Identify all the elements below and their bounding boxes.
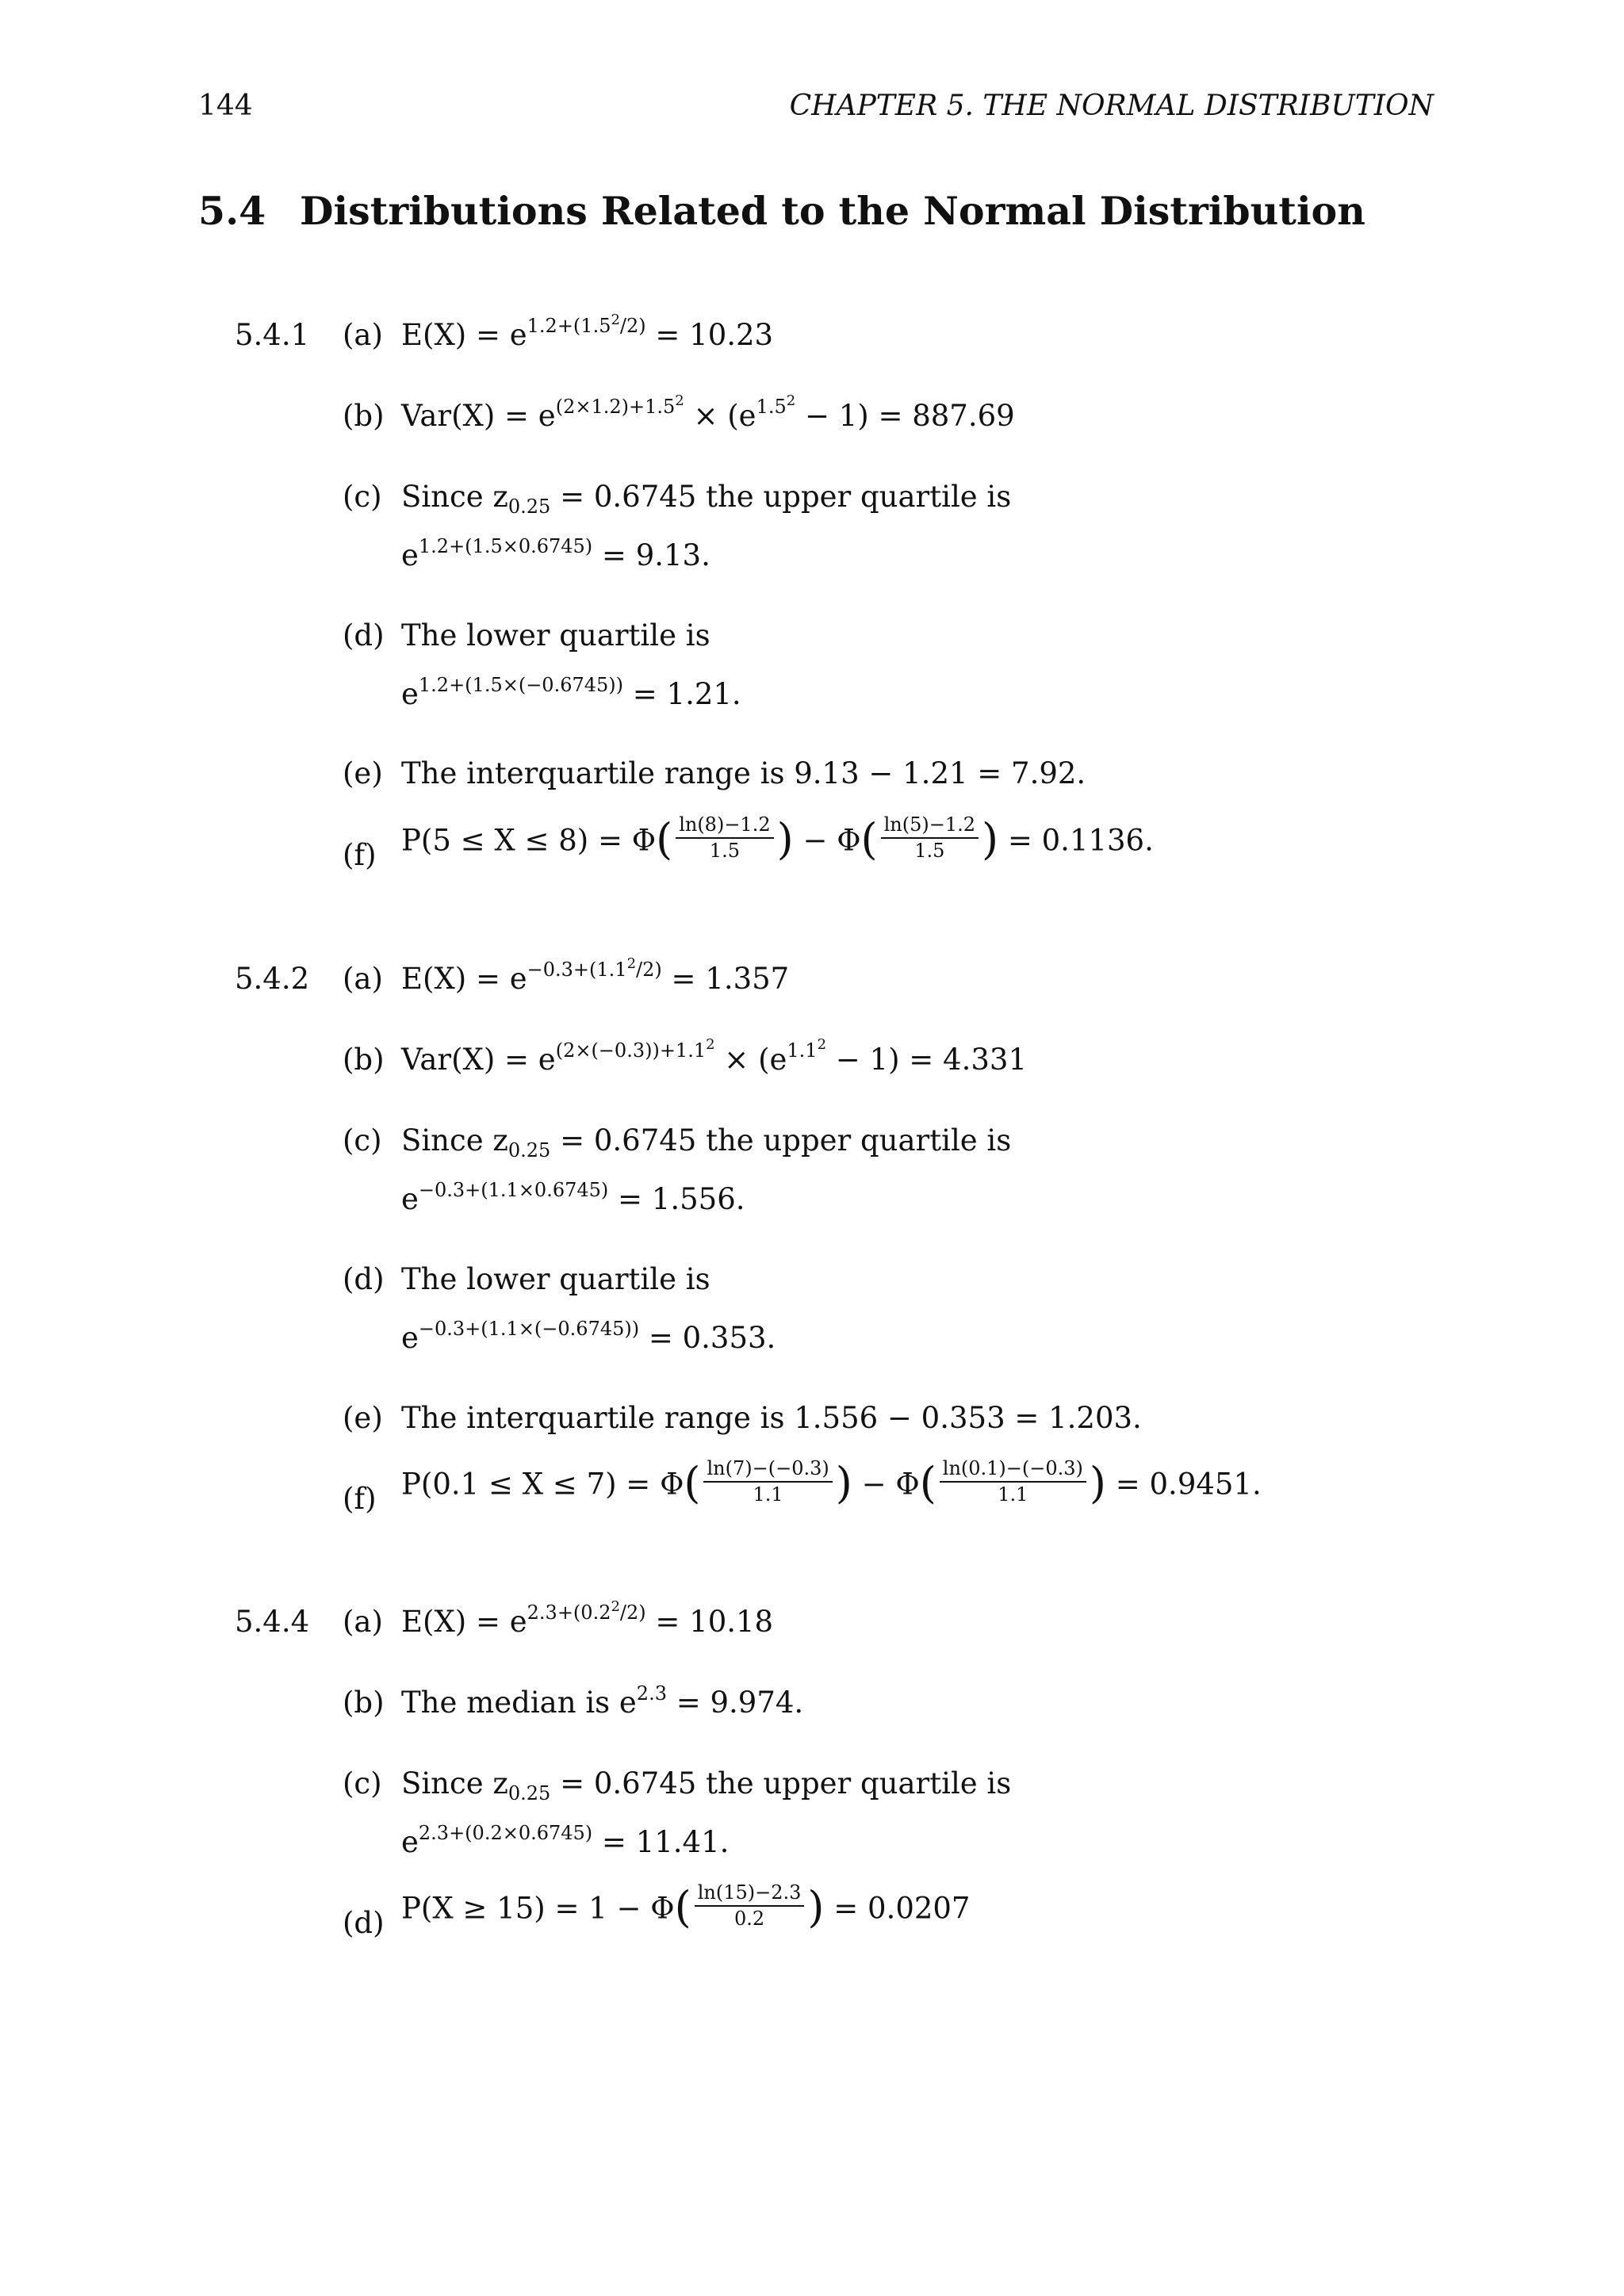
running-header: CHAPTER 5. THE NORMAL DISTRIBUTION (789, 90, 1434, 122)
part-label: (e) (343, 756, 383, 790)
part-expression: $e^{1.2+(1.5\times(-0.6745))} = 1.21$. (401, 674, 741, 711)
part-text: The interquartile range is 9.13 − 1.21 = 7.92. (401, 756, 1086, 790)
part-expression: $Var(X) = e^{(2\times 1.2)+1.5^2} \times (e^{1.5^2} - 1) = 887.69$ (401, 392, 1015, 433)
part-label: (f) (343, 838, 377, 872)
part-label: (b) (343, 1686, 385, 1720)
part-label: (d) (343, 1262, 385, 1296)
part-label: (e) (343, 1401, 383, 1435)
section-title: Distributions Related to the Normal Distribution (300, 188, 1365, 234)
part-label: (a) (343, 1605, 383, 1639)
part-label: (a) (343, 318, 383, 352)
part-text: The lower quartile is (401, 1262, 710, 1296)
fraction: $\frac{\ln(7)-(-0.3)}{1.1}$ (703, 1459, 832, 1505)
part-expression: $E(X) = e^{-0.3+(1.1^2/2)} = 1.357$ (401, 955, 790, 996)
part-label: (f) (343, 1482, 377, 1516)
problem-number: 5.4.2 (235, 962, 310, 996)
part-text: The interquartile range is 1.556 − 0.353 = 1.203. (401, 1401, 1142, 1435)
page-number: 144 (198, 90, 253, 122)
part-label: (b) (343, 1043, 385, 1077)
part-label: (c) (343, 1123, 382, 1158)
problem-number: 5.4.1 (235, 318, 310, 352)
part-label: (c) (343, 480, 382, 514)
fraction: $\frac{\ln(0.1)-(-0.3)}{1.1}$ (940, 1459, 1086, 1505)
part-expression: P(0.1 ≤ X ≤ 7) = Φ( $\frac{\ln(7)-(-0.3)}{1.1}$ ) − Φ( $\frac{\ln(0.1)-(-0.3)}{1.1}$ ) = 0.9451. (401, 1457, 1262, 1509)
problem-number: 5.4.4 (235, 1605, 310, 1639)
part-expression: $E(X) = e^{2.3+(0.2^2/2)} = 10.18$ (401, 1598, 774, 1639)
part-text: Since $z_{0.25} = 0.6745$ the upper quartile is (401, 1123, 1012, 1161)
fraction: $\frac{\ln(15)-2.3}{0.2}$ (695, 1883, 805, 1929)
part-expression: $e^{2.3+(0.2\times 0.6745)} = 11.41$. (401, 1822, 730, 1859)
part-label: (a) (343, 962, 383, 996)
part-label: (d) (343, 618, 385, 652)
section-heading (198, 188, 1365, 234)
part-text: Since $z_{0.25} = 0.6745$ the upper quartile is (401, 480, 1012, 518)
part-label: (d) (343, 1906, 385, 1940)
part-label: (b) (343, 399, 385, 433)
part-text: The lower quartile is (401, 618, 710, 652)
fraction: $\frac{\ln(8)-1.2}{1.5}$ (676, 815, 773, 861)
part-expression: $E(X) = e^{1.2+(1.5^2/2)} = 10.23$ (401, 312, 774, 352)
fraction: $\frac{\ln(5)-1.2}{1.5}$ (881, 815, 979, 861)
part-expression: P(5 ≤ X ≤ 8) = Φ( $\frac{\ln(8)-1.2}{1.5}$ ) − Φ( $\frac{\ln(5)-1.2}{1.5}$ ) = 0.1136. (401, 813, 1154, 865)
section-number: 5.4 (198, 188, 266, 234)
part-expression: $Var(X) = e^{(2\times(-0.3))+1.1^2} \times (e^{1.1^2} - 1) = 4.331$ (401, 1036, 1027, 1077)
part-label: (c) (343, 1766, 382, 1800)
part-expression: The median is $e^{2.3} = 9.974$. (401, 1682, 804, 1720)
part-expression: $e^{-0.3+(1.1\times(-0.6745))} = 0.353$. (401, 1318, 776, 1355)
part-expression: $e^{-0.3+(1.1\times 0.6745)} = 1.556$. (401, 1179, 745, 1216)
part-expression: $e^{1.2+(1.5\times 0.6745)} = 9.13$. (401, 535, 710, 572)
part-text: Since $z_{0.25} = 0.6745$ the upper quartile is (401, 1766, 1012, 1804)
part-expression: P(X ≥ 15) = 1 − Φ( $\frac{\ln(15)-2.3}{0.2}$ ) = 0.0207 (401, 1881, 971, 1933)
